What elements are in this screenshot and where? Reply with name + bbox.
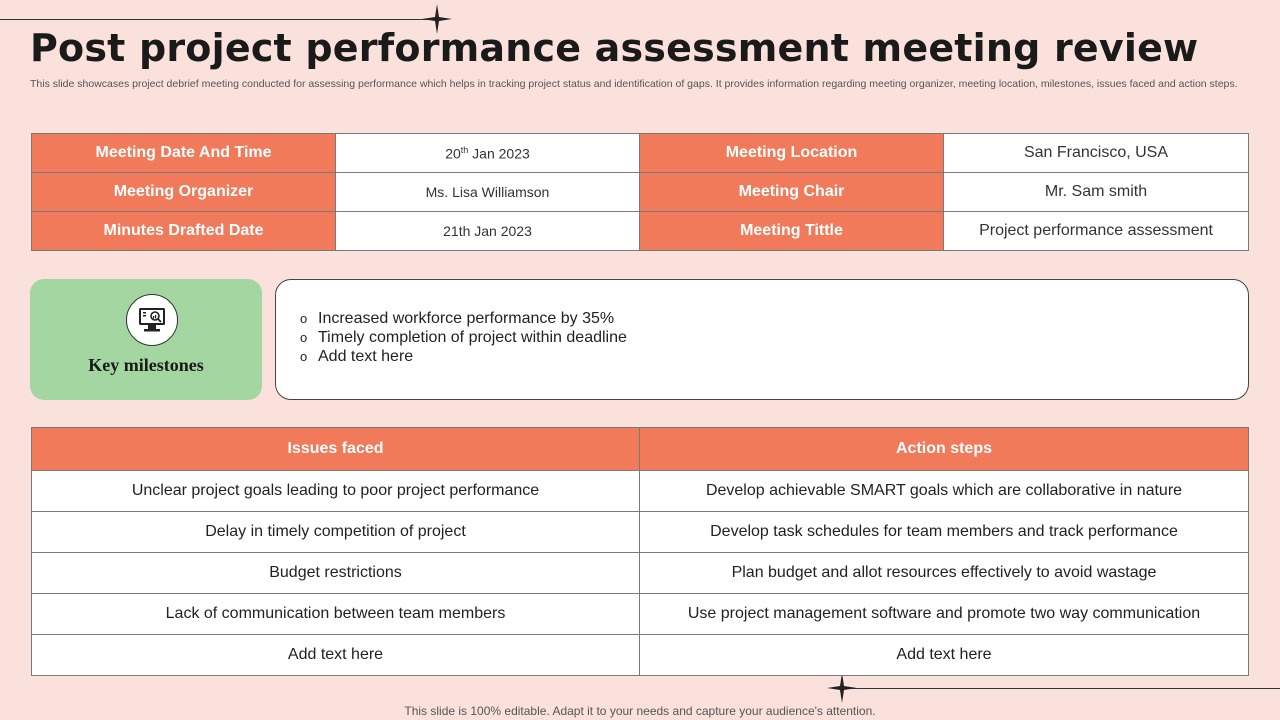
column-header: Issues faced	[32, 428, 640, 471]
page-title: Post project performance assessment meeting review	[30, 26, 1199, 70]
info-value: Ms. Lisa Williamson	[336, 173, 640, 212]
issues-actions-table	[31, 427, 1249, 676]
table-cell: Develop achievable SMART goals which are collaborative in nature	[640, 471, 1249, 512]
table-cell: Plan budget and allot resources effectively to avoid wastage	[640, 553, 1249, 594]
info-label: Meeting Chair	[640, 173, 944, 212]
table-row	[32, 134, 1249, 173]
info-value: 20th Jan 2023	[336, 134, 640, 173]
list-item: o Increased workforce performance by 35%	[300, 310, 615, 327]
info-value: Project performance assessment	[944, 212, 1249, 251]
info-value: San Francisco, USA	[944, 134, 1249, 173]
info-label: Meeting Tittle	[640, 212, 944, 251]
bottom-decor-line	[842, 688, 1280, 689]
info-label: Meeting Organizer	[32, 173, 336, 212]
info-label: Minutes Drafted Date	[32, 212, 336, 251]
sparkle-icon	[827, 673, 857, 703]
list-item: o Timely completion of project within deadline	[300, 329, 627, 346]
table-row	[32, 212, 1249, 251]
milestones-list	[300, 309, 627, 366]
key-milestones-label: Key milestones	[88, 355, 204, 375]
info-value: Mr. Sam smith	[944, 173, 1249, 212]
table-cell: Unclear project goals leading to poor project performance	[32, 471, 640, 512]
footer-note: This slide is 100% editable. Adapt it to your needs and capture your audience's attention.	[404, 704, 876, 718]
info-label: Meeting Location	[640, 134, 944, 173]
table-cell: Add text here	[32, 635, 640, 676]
table-row	[32, 512, 1249, 553]
table-row	[32, 471, 1249, 512]
page-subtitle: This slide showcases project debrief meeting conducted for assessing performance which helps in tracking project status and identification of gaps. It provides information regarding meeting organizer, meeting location, milestones, issues faced and action steps.	[30, 78, 1238, 90]
table-cell: Add text here	[640, 635, 1249, 676]
table-cell: Use project management software and promote two way communication	[640, 594, 1249, 635]
info-value: 21th Jan 2023	[336, 212, 640, 251]
list-item: o Add text here	[300, 348, 414, 365]
monitor-analytics-icon	[126, 294, 178, 346]
table-row	[32, 553, 1249, 594]
key-milestones-card	[30, 279, 262, 400]
table-row	[32, 173, 1249, 212]
table-cell: Develop task schedules for team members and track performance	[640, 512, 1249, 553]
top-decor-line	[0, 19, 437, 20]
column-header: Action steps	[640, 428, 1249, 471]
table-row	[32, 635, 1249, 676]
meeting-info-table	[31, 133, 1249, 251]
table-row	[32, 594, 1249, 635]
table-cell: Delay in timely competition of project	[32, 512, 640, 553]
table-header-row	[32, 428, 1249, 471]
milestones-list-box	[275, 279, 1249, 400]
info-label: Meeting Date And Time	[32, 134, 336, 173]
table-cell: Lack of communication between team members	[32, 594, 640, 635]
table-cell: Budget restrictions	[32, 553, 640, 594]
